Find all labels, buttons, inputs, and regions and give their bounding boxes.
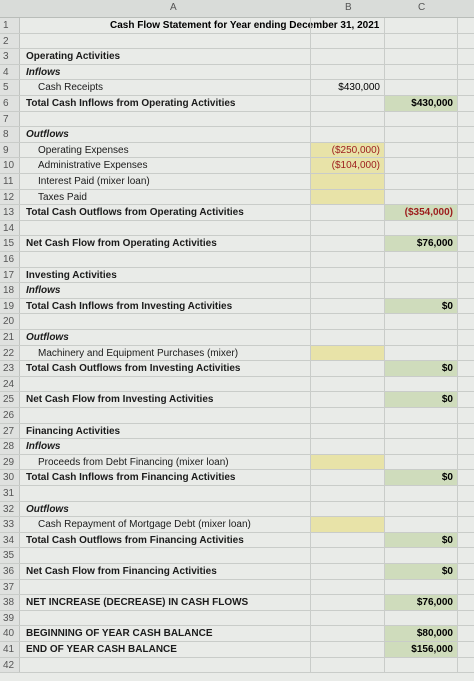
- cell-c[interactable]: [384, 80, 458, 95]
- cell-c[interactable]: [384, 34, 458, 49]
- sheet-row: [0, 502, 474, 518]
- row-number[interactable]: 32: [0, 502, 20, 517]
- cell-c[interactable]: [384, 158, 458, 173]
- sheet-row: [0, 533, 474, 549]
- sheet-row: [0, 49, 474, 65]
- cell-c[interactable]: [384, 330, 458, 345]
- row-number[interactable]: 1: [0, 18, 20, 33]
- cell-c[interactable]: [384, 190, 458, 205]
- cell-c[interactable]: [384, 268, 458, 283]
- row-number[interactable]: 22: [0, 346, 20, 361]
- sheet-row: [0, 517, 474, 533]
- sheet-row: [0, 626, 474, 642]
- sheet-row: [0, 642, 474, 658]
- sheet-row: [0, 80, 474, 96]
- row-number[interactable]: 10: [0, 158, 20, 173]
- sheet-row: [0, 564, 474, 580]
- sheet-row: [0, 314, 474, 330]
- cell-c[interactable]: $80,000: [384, 626, 458, 641]
- cell-b[interactable]: [310, 34, 384, 49]
- column-header-c[interactable]: C: [418, 2, 426, 13]
- row-number[interactable]: 33: [0, 517, 20, 532]
- sheet-row: [0, 330, 474, 346]
- cell-c[interactable]: [384, 502, 458, 517]
- row-number[interactable]: 5: [0, 80, 20, 95]
- sheet-row: [0, 408, 474, 424]
- cell-c[interactable]: [384, 18, 458, 33]
- cell-b[interactable]: [310, 377, 384, 392]
- sheet-row: [0, 346, 474, 362]
- row-label[interactable]: Taxes Paid: [38, 191, 87, 203]
- cell-b[interactable]: [310, 502, 384, 517]
- cell-b[interactable]: [310, 392, 384, 407]
- row-label[interactable]: Total Cash Outflows from Investing Activities: [26, 363, 241, 375]
- cell-b[interactable]: [310, 252, 384, 267]
- cell-b[interactable]: ($250,000): [310, 143, 384, 158]
- row-number[interactable]: 17: [0, 268, 20, 283]
- cell-c[interactable]: [384, 424, 458, 439]
- cell-c[interactable]: $0: [384, 533, 458, 548]
- sheet-row: [0, 486, 474, 502]
- cell-b[interactable]: [310, 18, 384, 33]
- cell-b[interactable]: [310, 112, 384, 127]
- row-label[interactable]: Total Cash Inflows from Investing Activities: [26, 300, 233, 312]
- sheet-row: [0, 283, 474, 299]
- row-number[interactable]: 31: [0, 486, 20, 501]
- row-number[interactable]: 26: [0, 408, 20, 423]
- cell-b[interactable]: [310, 221, 384, 236]
- row-number[interactable]: 6: [0, 96, 20, 111]
- cell-c[interactable]: [384, 580, 458, 595]
- sheet-row: [0, 439, 474, 455]
- row-label[interactable]: Inflows: [26, 66, 61, 78]
- cell-b[interactable]: [310, 299, 384, 314]
- cell-b[interactable]: [310, 439, 384, 454]
- row-number[interactable]: 16: [0, 252, 20, 267]
- cell-c[interactable]: [384, 127, 458, 142]
- row-number[interactable]: 25: [0, 392, 20, 407]
- sheet-row: [0, 252, 474, 268]
- cell-b[interactable]: [310, 65, 384, 80]
- row-number[interactable]: 19: [0, 299, 20, 314]
- cell-c[interactable]: [384, 658, 458, 673]
- row-number[interactable]: 11: [0, 174, 20, 189]
- cell-b[interactable]: [310, 49, 384, 64]
- cell-c[interactable]: [384, 252, 458, 267]
- row-label[interactable]: Total Cash Inflows from Financing Activities: [26, 472, 236, 484]
- sheet-row: [0, 377, 474, 393]
- row-label[interactable]: Proceeds from Debt Financing (mixer loan): [38, 456, 229, 468]
- row-label[interactable]: Investing Activities: [26, 269, 117, 281]
- cell-c[interactable]: [384, 517, 458, 532]
- column-header-a[interactable]: A: [170, 2, 177, 13]
- sheet-row: [0, 65, 474, 81]
- cell-b[interactable]: [310, 658, 384, 673]
- cell-b[interactable]: [310, 470, 384, 485]
- cell-c[interactable]: $0: [384, 361, 458, 376]
- cell-b[interactable]: [310, 96, 384, 111]
- cell-b[interactable]: [310, 174, 384, 189]
- row-label[interactable]: Outflows: [26, 332, 69, 343]
- sheet-row: [0, 361, 474, 377]
- cell-b[interactable]: [310, 611, 384, 626]
- cell-b[interactable]: [310, 642, 384, 657]
- column-header-bar: [0, 0, 474, 18]
- cell-c[interactable]: $430,000: [384, 96, 458, 111]
- row-label[interactable]: Outflows: [26, 503, 69, 515]
- row-number[interactable]: 30: [0, 470, 20, 485]
- sheet-row: [0, 221, 474, 237]
- row-number[interactable]: 3: [0, 49, 20, 64]
- row-label[interactable]: Interest Paid (mixer loan): [38, 176, 150, 187]
- row-number[interactable]: 28: [0, 439, 20, 454]
- row-number[interactable]: 4: [0, 65, 20, 80]
- row-number[interactable]: 2: [0, 34, 20, 49]
- sheet-row: [0, 470, 474, 486]
- cell-c[interactable]: [384, 611, 458, 626]
- cell-c[interactable]: [384, 455, 458, 470]
- cell-b[interactable]: [310, 361, 384, 376]
- sheet-row: [0, 455, 474, 471]
- row-number[interactable]: 35: [0, 548, 20, 563]
- cell-c[interactable]: [384, 283, 458, 298]
- cell-c[interactable]: [384, 439, 458, 454]
- row-number[interactable]: 14: [0, 221, 20, 236]
- row-number[interactable]: 34: [0, 533, 20, 548]
- sheet-row: [0, 174, 474, 190]
- cell-c[interactable]: [384, 548, 458, 563]
- row-label[interactable]: Operating Activities: [26, 51, 121, 63]
- cell-b[interactable]: [310, 190, 384, 205]
- cell-c[interactable]: ($354,000): [384, 205, 458, 220]
- cell-c[interactable]: [384, 486, 458, 501]
- row-number[interactable]: 20: [0, 314, 20, 329]
- cell-b[interactable]: [310, 455, 384, 470]
- cell-c[interactable]: $0: [384, 392, 458, 407]
- sheet-row: [0, 299, 474, 315]
- cell-b[interactable]: [310, 548, 384, 563]
- cell-c[interactable]: [384, 408, 458, 423]
- sheet-row: [0, 143, 474, 159]
- cell-c[interactable]: [384, 174, 458, 189]
- row-number[interactable]: 27: [0, 424, 20, 439]
- sheet-row: [0, 112, 474, 128]
- row-label[interactable]: END OF YEAR CASH BALANCE: [26, 644, 177, 655]
- cell-b[interactable]: [310, 283, 384, 298]
- row-number[interactable]: 13: [0, 205, 20, 220]
- row-label[interactable]: Total Cash Inflows from Operating Activities: [26, 98, 236, 109]
- row-number[interactable]: 12: [0, 190, 20, 205]
- sheet-row: [0, 236, 474, 252]
- sheet-row: [0, 658, 474, 674]
- cell-c[interactable]: [384, 49, 458, 64]
- cell-c[interactable]: $0: [384, 299, 458, 314]
- sheet-row: [0, 190, 474, 206]
- cell-b[interactable]: $430,000: [310, 80, 384, 95]
- row-number[interactable]: 42: [0, 658, 20, 673]
- row-label[interactable]: Administrative Expenses: [38, 160, 148, 172]
- row-label[interactable]: Cash Receipts: [38, 82, 104, 94]
- row-label[interactable]: Outflows: [26, 129, 69, 141]
- cell-c[interactable]: $0: [384, 470, 458, 485]
- row-number[interactable]: 23: [0, 361, 20, 376]
- row-label[interactable]: Net Cash Flow from Investing Activities: [26, 394, 214, 406]
- row-number[interactable]: 40: [0, 626, 20, 641]
- row-label[interactable]: Operating Expenses: [38, 144, 129, 156]
- cell-b[interactable]: [310, 268, 384, 283]
- row-label[interactable]: Inflows: [26, 285, 61, 297]
- cell-b[interactable]: ($104,000): [310, 158, 384, 173]
- row-number[interactable]: 41: [0, 642, 20, 657]
- cell-b[interactable]: [310, 626, 384, 641]
- row-number[interactable]: 21: [0, 330, 20, 345]
- row-label[interactable]: Financing Activities: [26, 425, 121, 437]
- cell-b[interactable]: [310, 330, 384, 345]
- cell-c[interactable]: $0: [384, 564, 458, 579]
- cell-b[interactable]: [310, 580, 384, 595]
- sheet-row: [0, 548, 474, 564]
- cell-b[interactable]: [310, 314, 384, 329]
- cell-c[interactable]: $76,000: [384, 595, 458, 610]
- cell-b[interactable]: [310, 595, 384, 610]
- cell-b[interactable]: [310, 533, 384, 548]
- sheet-row: [0, 205, 474, 221]
- cell-c[interactable]: [384, 65, 458, 80]
- row-number[interactable]: 29: [0, 455, 20, 470]
- cell-c[interactable]: [384, 377, 458, 392]
- row-label[interactable]: Total Cash Outflows from Financing Activities: [26, 534, 244, 546]
- row-number[interactable]: 18: [0, 283, 20, 298]
- sheet-row: [0, 424, 474, 440]
- column-header-b[interactable]: B: [345, 2, 352, 13]
- row-label[interactable]: Net Cash Flow from Operating Activities: [26, 238, 217, 250]
- row-number[interactable]: 7: [0, 112, 20, 127]
- cell-c[interactable]: $156,000: [384, 642, 458, 657]
- row-label[interactable]: NET INCREASE (DECREASE) IN CASH FLOWS: [26, 597, 249, 609]
- sheet-row: [0, 595, 474, 611]
- row-number[interactable]: 24: [0, 377, 20, 392]
- row-label[interactable]: Cash Repayment of Mortgage Debt (mixer loan): [38, 519, 251, 531]
- cell-b[interactable]: [310, 408, 384, 423]
- sheet-row: [0, 18, 474, 34]
- row-label[interactable]: BEGINNING OF YEAR CASH BALANCE: [26, 628, 213, 640]
- row-number[interactable]: 37: [0, 580, 20, 595]
- cell-b[interactable]: [310, 517, 384, 532]
- sheet-row: [0, 611, 474, 627]
- cell-c[interactable]: [384, 346, 458, 361]
- cell-b[interactable]: [310, 205, 384, 220]
- sheet-row: [0, 158, 474, 174]
- row-label[interactable]: Inflows: [26, 441, 61, 453]
- cell-c[interactable]: [384, 314, 458, 329]
- sheet-row: [0, 34, 474, 50]
- cell-c[interactable]: [384, 112, 458, 127]
- row-number[interactable]: 36: [0, 564, 20, 579]
- cell-b[interactable]: [310, 127, 384, 142]
- row-label[interactable]: Total Cash Outflows from Operating Activities: [26, 207, 244, 219]
- sheet-row: [0, 96, 474, 112]
- sheet-row: [0, 127, 474, 143]
- sheet-row: [0, 268, 474, 284]
- row-number[interactable]: 9: [0, 143, 20, 158]
- row-number[interactable]: 39: [0, 611, 20, 626]
- cell-b[interactable]: [310, 236, 384, 251]
- cell-b[interactable]: [310, 346, 384, 361]
- statement-title[interactable]: Cash Flow Statement for Year ending December 31, 2021: [110, 20, 380, 31]
- cell-b[interactable]: [310, 486, 384, 501]
- sheet-row: [0, 580, 474, 596]
- sheet-row: [0, 392, 474, 408]
- cell-b[interactable]: [310, 424, 384, 439]
- row-number[interactable]: 15: [0, 236, 20, 251]
- cell-c[interactable]: $76,000: [384, 236, 458, 251]
- row-label[interactable]: Net Cash Flow from Financing Activities: [26, 566, 217, 577]
- cell-c[interactable]: [384, 143, 458, 158]
- cell-c[interactable]: [384, 221, 458, 236]
- row-number[interactable]: 38: [0, 595, 20, 610]
- row-label[interactable]: Machinery and Equipment Purchases (mixer): [38, 347, 239, 359]
- cell-b[interactable]: [310, 564, 384, 579]
- row-number[interactable]: 8: [0, 127, 20, 142]
